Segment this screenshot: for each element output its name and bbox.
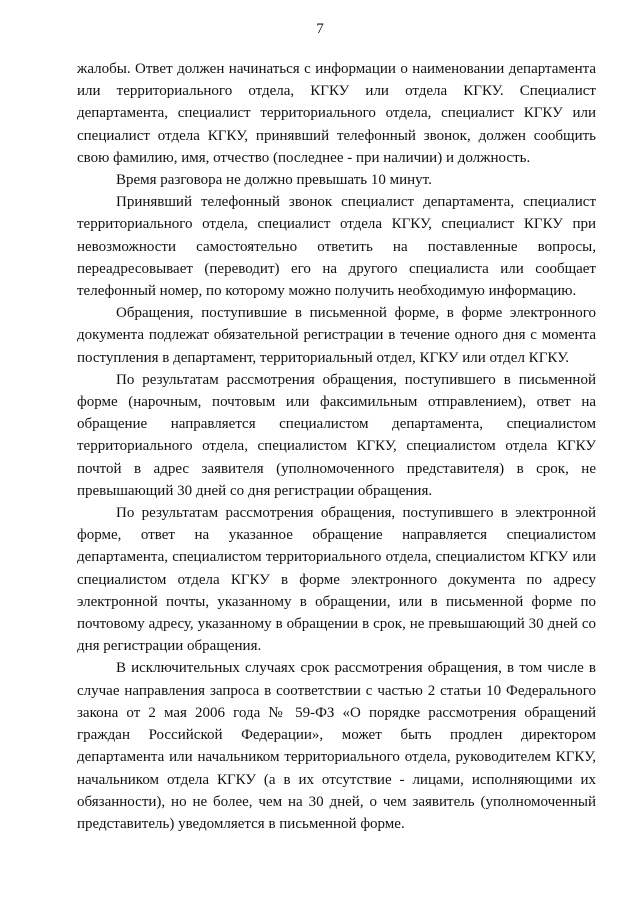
page-number: 7	[316, 21, 324, 37]
paragraph-extension: В исключительных случаях срок рассмотрения обращения, в том числе в случае направления запроса в соответствии с частью 2 статьи 10 Федерального закона от 2 мая 2006 года № 59-ФЗ «О порядке рассмотрения обращений граждан Российской Федерации», может быть продлен директором департамента или начальником территориального отдела, руководителем КГКУ, начальником отдела КГКУ (а в их отсутствие - лицами, исполняющими их обязанности), но не более, чем на 30 дней, о чем заявитель (уполномоченный представитель) уведомляется в письменной форме.	[77, 660, 596, 832]
document-body	[77, 58, 596, 835]
paragraph-complaint-answer: жалобы. Ответ должен начинаться с информации о наименовании департамента или территориального отдела, КГКУ или отдела КГКУ. Специалист департамента, специалист территориального отдела, специалист КГКУ или специалист отдела КГКУ, принявший телефонный звонок, должен сообщить свою фамилию, имя, отчество (последнее - при наличии) и должность.	[77, 61, 596, 166]
paragraph-call-redirect: Принявший телефонный звонок специалист департамента, специалист территориального отдела, специалист отдела КГКУ, специалист КГКУ при невозможности самостоятельно ответить на поставленные вопросы, переадресовывает (переводит) его на другого специалиста или сообщает телефонный номер, по которому можно получить необходимую информацию.	[77, 194, 596, 300]
paragraph-call-duration: Время разговора не должно превышать 10 минут.	[116, 172, 432, 189]
paragraph-written-response: По результатам рассмотрения обращения, поступившего в письменной форме (нарочным, почтовым или факсимильным отправлением), ответ на обращение направляется специалистом департамента, специалистом территориального отдела, специалистом КГКУ, специалистом отдела КГКУ почтой в адрес заявителя (уполномоченного представителя) в срок, не превышающий 30 дней со дня регистрации обращения.	[77, 371, 596, 499]
paragraph-electronic-response: По результатам рассмотрения обращения, поступившего в электронной форме, ответ на указанное обращение направляется специалистом департамента, специалистом территориального отдела, специалистом КГКУ или специалистом отдела КГКУ в форме электронного документа по адресу электронной почты, указанному в обращении, или в письменной форме по почтовому адресу, указанному в обращении в срок, не превышающий 30 дней со дня регистрации обращения.	[77, 505, 596, 655]
paragraph-registration: Обращения, поступившие в письменной форме, в форме электронного документа подлежат обязательной регистрации в течение одного дня с момента поступления в департамент, территориальный отдел, КГКУ или отдел КГКУ.	[77, 305, 596, 366]
